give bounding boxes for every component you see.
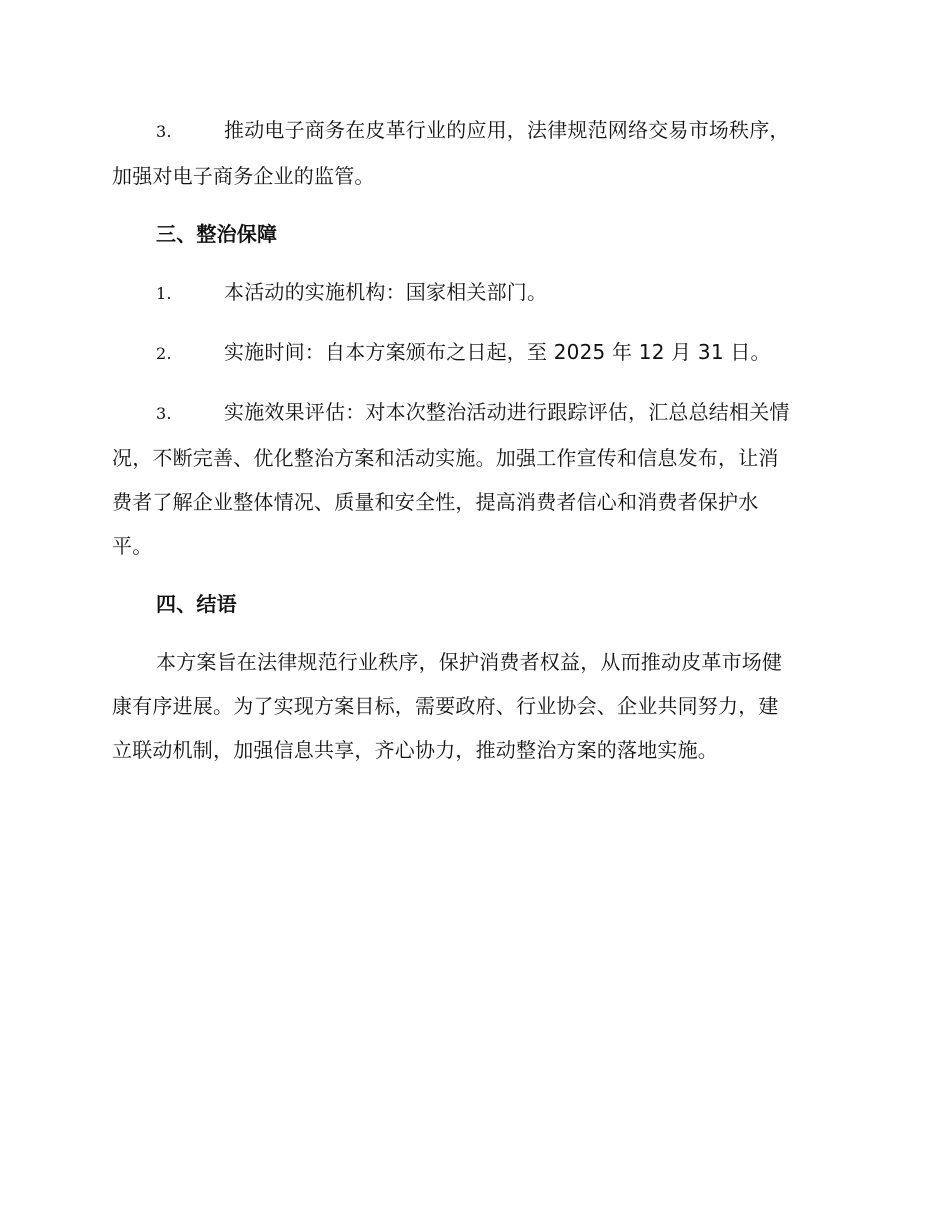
list-number: 3. (156, 122, 172, 141)
list-number: 1. (156, 284, 172, 303)
list-text: 推动电子商务在皮革行业的应用，法律规范网络交易市场秩序， (224, 118, 790, 142)
list-number: 2. (156, 344, 172, 363)
conclusion-paragraph (112, 640, 837, 772)
section-heading: 三、整治保障 (156, 222, 278, 246)
list-item-line: 加强对电子商务企业的监管。 (112, 164, 375, 188)
paragraph-line: 康有序进展。为了实现方案目标，需要政府、行业协会、企业共同努力，建 (112, 694, 779, 718)
list-item-line (112, 270, 837, 316)
list-item-line: 平。 (112, 534, 153, 558)
list-item (112, 390, 837, 568)
list-item-line (112, 390, 837, 436)
section-heading: 四、结语 (156, 592, 237, 616)
list-text: 实施效果评估：对本次整治活动进行跟踪评估，汇总总结相关情 (224, 400, 790, 424)
list-number: 3. (156, 404, 172, 423)
list-item-line (112, 108, 837, 154)
document-body (112, 108, 837, 786)
list-item-line: 费者了解企业整体情况、质量和安全性，提高消费者信心和消费者保护水 (112, 490, 759, 514)
paragraph-line: 立联动机制，加强信息共享，齐心协力，推动整治方案的落地实施。 (112, 738, 718, 762)
list-item-line: 况，不断完善、优化整治方案和活动实施。加强工作宣传和信息发布，让消 (112, 446, 779, 470)
list-text: 实施时间：自本方案颁布之日起，至 2025 年 12 月 31 日。 (224, 340, 771, 364)
paragraph-line: 本方案旨在法律规范行业秩序，保护消费者权益，从而推动皮革市场健 (156, 650, 783, 674)
list-item (112, 108, 837, 198)
list-item (112, 270, 837, 316)
list-item-line (112, 330, 837, 376)
list-item (112, 330, 837, 376)
list-text: 本活动的实施机构：国家相关部门。 (224, 280, 548, 304)
